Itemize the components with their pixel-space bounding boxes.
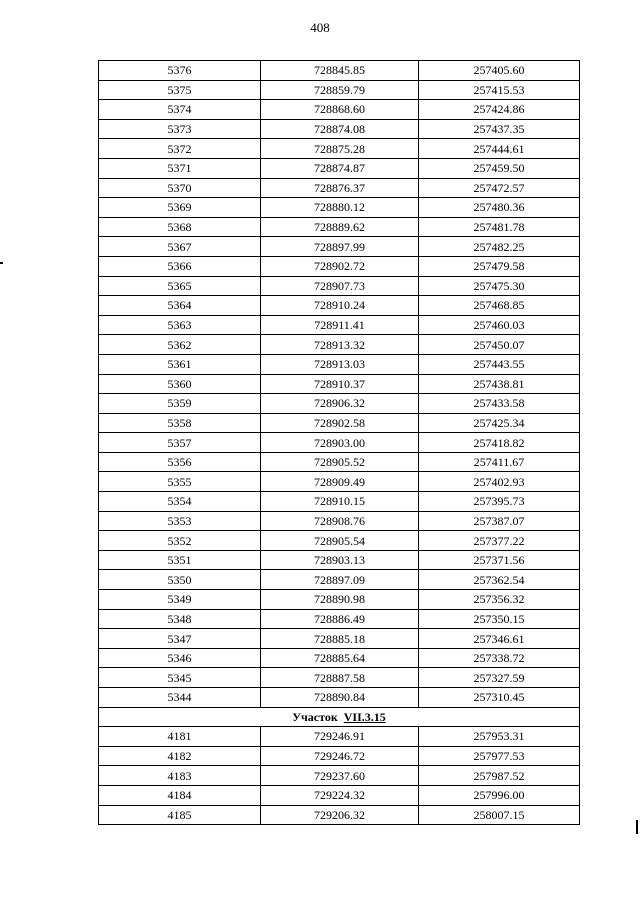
x-coordinate-cell: 728890.98 (261, 590, 419, 610)
table-row (99, 374, 580, 394)
point-number-cell: 5346 (99, 648, 261, 668)
table-row (99, 256, 580, 276)
y-coordinate-cell: 257433.58 (419, 394, 580, 414)
y-coordinate-cell: 257953.31 (419, 727, 580, 747)
y-coordinate-cell: 258007.15 (419, 805, 580, 825)
x-coordinate-cell: 728897.99 (261, 237, 419, 257)
point-number-cell: 5374 (99, 100, 261, 120)
x-coordinate-cell: 728909.49 (261, 472, 419, 492)
point-number-cell: 5371 (99, 158, 261, 178)
y-coordinate-cell: 257996.00 (419, 785, 580, 805)
y-coordinate-cell: 257977.53 (419, 746, 580, 766)
y-coordinate-cell: 257425.34 (419, 413, 580, 433)
table-row (99, 80, 580, 100)
x-coordinate-cell: 728880.12 (261, 198, 419, 218)
x-coordinate-cell: 728903.13 (261, 550, 419, 570)
x-coordinate-cell: 729246.72 (261, 746, 419, 766)
table-row (99, 688, 580, 708)
y-coordinate-cell: 257482.25 (419, 237, 580, 257)
x-coordinate-cell: 728876.37 (261, 178, 419, 198)
table-row (99, 531, 580, 551)
point-number-cell: 5359 (99, 394, 261, 414)
table-row (99, 61, 580, 81)
point-number-cell: 5352 (99, 531, 261, 551)
y-coordinate-cell: 257350.15 (419, 609, 580, 629)
table-row (99, 119, 580, 139)
table-row (99, 492, 580, 512)
point-number-cell: 5376 (99, 61, 261, 81)
point-number-cell: 5369 (99, 198, 261, 218)
point-number-cell: 5360 (99, 374, 261, 394)
section-code: VII.3.15 (343, 709, 386, 724)
x-coordinate-cell: 728889.62 (261, 217, 419, 237)
x-coordinate-cell: 728845.85 (261, 61, 419, 81)
section-header-row (99, 707, 580, 727)
y-coordinate-cell: 257481.78 (419, 217, 580, 237)
y-coordinate-cell: 257443.55 (419, 354, 580, 374)
y-coordinate-cell: 257371.56 (419, 550, 580, 570)
x-coordinate-cell: 728885.18 (261, 629, 419, 649)
point-number-cell: 4183 (99, 766, 261, 786)
y-coordinate-cell: 257362.54 (419, 570, 580, 590)
point-number-cell: 5370 (99, 178, 261, 198)
x-coordinate-cell: 728874.08 (261, 119, 419, 139)
y-coordinate-cell: 257444.61 (419, 139, 580, 159)
y-coordinate-cell: 257437.35 (419, 119, 580, 139)
x-coordinate-cell: 728903.00 (261, 433, 419, 453)
point-number-cell: 5367 (99, 237, 261, 257)
point-number-cell: 5349 (99, 590, 261, 610)
x-coordinate-cell: 728913.32 (261, 335, 419, 355)
rows-before (99, 61, 580, 708)
y-coordinate-cell: 257460.03 (419, 315, 580, 335)
table-row (99, 590, 580, 610)
point-number-cell: 4181 (99, 727, 261, 747)
y-coordinate-cell: 257310.45 (419, 688, 580, 708)
point-number-cell: 5344 (99, 688, 261, 708)
table-row (99, 276, 580, 296)
x-coordinate-cell: 728908.76 (261, 511, 419, 531)
x-coordinate-cell: 728906.32 (261, 394, 419, 414)
point-number-cell: 5362 (99, 335, 261, 355)
y-coordinate-cell: 257377.22 (419, 531, 580, 551)
y-coordinate-cell: 257405.60 (419, 61, 580, 81)
y-coordinate-cell: 257346.61 (419, 629, 580, 649)
table-row (99, 511, 580, 531)
x-coordinate-cell: 728890.84 (261, 688, 419, 708)
table-row (99, 785, 580, 805)
y-coordinate-cell: 257402.93 (419, 472, 580, 492)
x-coordinate-cell: 728902.58 (261, 413, 419, 433)
point-number-cell: 5364 (99, 296, 261, 316)
x-coordinate-cell: 728859.79 (261, 80, 419, 100)
point-number-cell: 5366 (99, 256, 261, 276)
x-coordinate-cell: 728905.54 (261, 531, 419, 551)
table-row (99, 296, 580, 316)
coordinates-table (98, 60, 580, 825)
x-coordinate-cell: 728913.03 (261, 354, 419, 374)
point-number-cell: 5375 (99, 80, 261, 100)
x-coordinate-cell: 728868.60 (261, 100, 419, 120)
x-coordinate-cell: 728910.37 (261, 374, 419, 394)
scan-edge-mark-left (0, 262, 3, 264)
point-number-cell: 5361 (99, 354, 261, 374)
table-row (99, 158, 580, 178)
y-coordinate-cell: 257472.57 (419, 178, 580, 198)
point-number-cell: 5348 (99, 609, 261, 629)
x-coordinate-cell: 728886.49 (261, 609, 419, 629)
table-row (99, 335, 580, 355)
y-coordinate-cell: 257387.07 (419, 511, 580, 531)
section-block (99, 707, 580, 727)
point-number-cell: 5356 (99, 452, 261, 472)
y-coordinate-cell: 257356.32 (419, 590, 580, 610)
table-row (99, 178, 580, 198)
point-number-cell: 5347 (99, 629, 261, 649)
x-coordinate-cell: 729237.60 (261, 766, 419, 786)
point-number-cell: 5345 (99, 668, 261, 688)
x-coordinate-cell: 729246.91 (261, 727, 419, 747)
point-number-cell: 5363 (99, 315, 261, 335)
table-row (99, 648, 580, 668)
table-row (99, 394, 580, 414)
table-row (99, 100, 580, 120)
table-row (99, 452, 580, 472)
point-number-cell: 4182 (99, 746, 261, 766)
y-coordinate-cell: 257479.58 (419, 256, 580, 276)
table-row (99, 472, 580, 492)
point-number-cell: 5372 (99, 139, 261, 159)
x-coordinate-cell: 728887.58 (261, 668, 419, 688)
y-coordinate-cell: 257475.30 (419, 276, 580, 296)
x-coordinate-cell: 728897.09 (261, 570, 419, 590)
x-coordinate-cell: 728905.52 (261, 452, 419, 472)
x-coordinate-cell: 728874.87 (261, 158, 419, 178)
x-coordinate-cell: 728910.15 (261, 492, 419, 512)
scan-edge-mark-right (636, 820, 638, 834)
point-number-cell: 5373 (99, 119, 261, 139)
x-coordinate-cell: 729206.32 (261, 805, 419, 825)
y-coordinate-cell: 257418.82 (419, 433, 580, 453)
table-row (99, 805, 580, 825)
point-number-cell: 5355 (99, 472, 261, 492)
x-coordinate-cell: 728911.41 (261, 315, 419, 335)
y-coordinate-cell: 257395.73 (419, 492, 580, 512)
table-row (99, 217, 580, 237)
table-row (99, 668, 580, 688)
table-row (99, 354, 580, 374)
page-number: 408 (310, 20, 330, 35)
y-coordinate-cell: 257327.59 (419, 668, 580, 688)
y-coordinate-cell: 257338.72 (419, 648, 580, 668)
point-number-cell: 5365 (99, 276, 261, 296)
y-coordinate-cell: 257438.81 (419, 374, 580, 394)
table-row (99, 727, 580, 747)
section-label: Участок (292, 709, 338, 724)
x-coordinate-cell: 728907.73 (261, 276, 419, 296)
x-coordinate-cell: 728885.64 (261, 648, 419, 668)
y-coordinate-cell: 257424.86 (419, 100, 580, 120)
table-row (99, 570, 580, 590)
point-number-cell: 4185 (99, 805, 261, 825)
rows-after (99, 727, 580, 825)
table-row (99, 766, 580, 786)
table-row (99, 413, 580, 433)
point-number-cell: 5358 (99, 413, 261, 433)
point-number-cell: 5351 (99, 550, 261, 570)
y-coordinate-cell: 257987.52 (419, 766, 580, 786)
table-row (99, 609, 580, 629)
x-coordinate-cell: 729224.32 (261, 785, 419, 805)
table-row (99, 746, 580, 766)
point-number-cell: 5350 (99, 570, 261, 590)
table-row (99, 550, 580, 570)
y-coordinate-cell: 257468.85 (419, 296, 580, 316)
table-row (99, 237, 580, 257)
table-row (99, 629, 580, 649)
table-row (99, 198, 580, 218)
x-coordinate-cell: 728902.72 (261, 256, 419, 276)
y-coordinate-cell: 257450.07 (419, 335, 580, 355)
point-number-cell: 5353 (99, 511, 261, 531)
y-coordinate-cell: 257459.50 (419, 158, 580, 178)
y-coordinate-cell: 257480.36 (419, 198, 580, 218)
table-row (99, 315, 580, 335)
table-row (99, 433, 580, 453)
point-number-cell: 4184 (99, 785, 261, 805)
y-coordinate-cell: 257415.53 (419, 80, 580, 100)
x-coordinate-cell: 728910.24 (261, 296, 419, 316)
point-number-cell: 5354 (99, 492, 261, 512)
point-number-cell: 5357 (99, 433, 261, 453)
x-coordinate-cell: 728875.28 (261, 139, 419, 159)
y-coordinate-cell: 257411.67 (419, 452, 580, 472)
point-number-cell: 5368 (99, 217, 261, 237)
table-row (99, 139, 580, 159)
section-header-cell (99, 707, 580, 727)
